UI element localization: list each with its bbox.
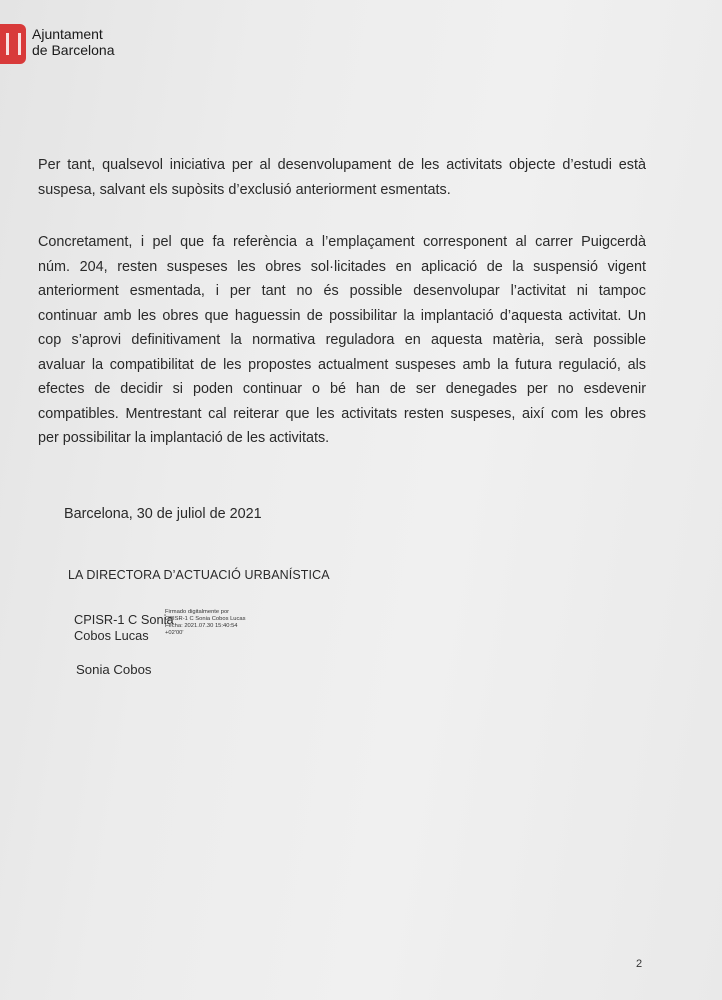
org-line-1: Ajuntament [32, 26, 103, 42]
digital-signature-line: CPISR-1 C Sonia Cobos Lucas [165, 616, 246, 622]
paragraph-2-line: anteriorment esmentada, i per tant no és possible desenvolupar l’activitat ni tampoc [38, 283, 646, 299]
paragraph-1-line: Per tant, qualsevol iniciativa per al desenvolupament de les activitats objecte d’estudi està [38, 157, 646, 173]
signer-name: Sonia Cobos [76, 662, 152, 677]
digital-signature-line: Fecha: 2021.07.30 15:40:54 [165, 623, 238, 629]
paragraph-2-line: cop s’aprovi definitivament la normativa reguladora en aquesta matèria, serà possible [38, 332, 646, 348]
signatory-title: LA DIRECTORA D’ACTUACIÓ URBANÍSTICA [68, 568, 330, 582]
organization-name [32, 26, 115, 58]
barcelona-emblem-icon [0, 24, 26, 64]
date-line: Barcelona, 30 de juliol de 2021 [64, 506, 262, 522]
ajuntament-logo [0, 22, 160, 68]
certificate-line-2: Cobos Lucas [74, 628, 149, 643]
certificate-line-1: CPISR-1 C Sonia [74, 612, 174, 627]
digital-signature-details [165, 609, 246, 637]
paragraph-2-line: efectes de decidir si poden continuar o bé han de ser denegades per no esdevenir [38, 381, 646, 397]
digital-signature-line: Firmado digitalmente por [165, 609, 230, 615]
paragraph-1 [38, 153, 646, 202]
org-line-2: de Barcelona [32, 42, 115, 58]
paragraph-2-line: avaluar la compatibilitat de les propostes actualment suspeses amb la futura regulació, als [38, 356, 646, 373]
paragraph-2-line: continuar amb les obres que haguessin de possibilitar la implantació d’aquesta activitat. Un [38, 307, 646, 324]
paragraph-2-line: per possibilitar la implantació de les activitats. [38, 430, 330, 446]
paragraph-2 [38, 230, 646, 451]
certificate-name [74, 612, 174, 644]
paragraph-2-line: compatibles. Mentrestant cal reiterar que les activitats resten suspeses, així com les obres [38, 405, 646, 422]
paragraph-2-line: Concretament, i pel que fa referència a l’emplaçament corresponent al carrer Puigcerdà [38, 234, 646, 250]
digital-signature-line: +02'00' [165, 630, 184, 636]
paragraph-2-line: núm. 204, resten suspeses les obres sol·licitades en aplicació de la suspensió vigent [38, 258, 646, 275]
paragraph-1-line: suspesa, salvant els supòsits d’exclusió anteriorment esmentats. [38, 181, 451, 198]
page-number: 2 [636, 958, 643, 970]
